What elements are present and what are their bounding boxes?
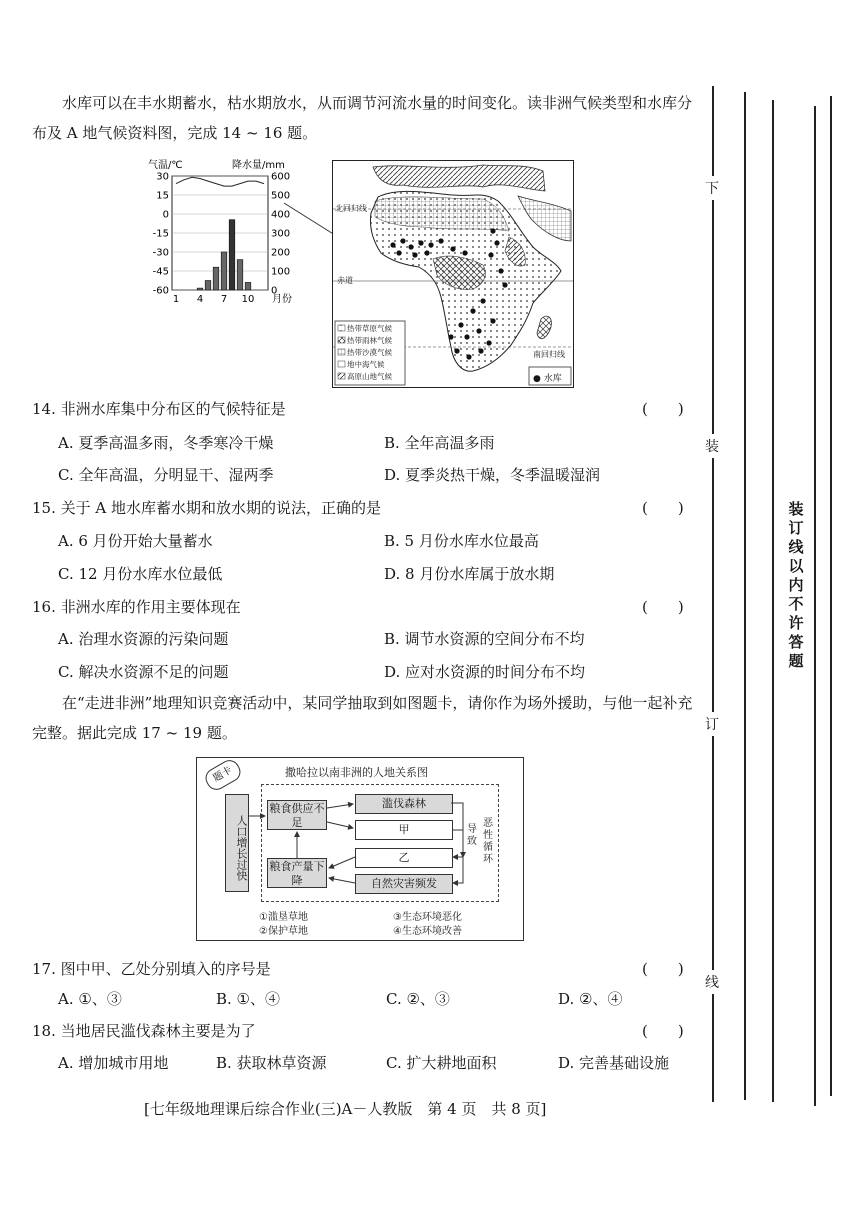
madagascar xyxy=(537,316,551,338)
card-tag: 题卡 xyxy=(202,756,244,793)
population-box: 人口增长过快 xyxy=(225,794,249,892)
asia-outline xyxy=(518,196,571,241)
legend-label: 地中海气候 xyxy=(347,360,385,369)
option-15c[interactable]: C. 12 月份水库水位最低 xyxy=(58,565,223,583)
option-18a[interactable]: A. 增加城市用地 xyxy=(58,1054,169,1072)
option-14d[interactable]: D. 夏季炎热干燥，冬季温暖湿润 xyxy=(384,466,601,484)
option-18c[interactable]: C. 扩大耕地面积 xyxy=(386,1054,497,1072)
flow-card xyxy=(196,757,524,941)
option-16a[interactable]: A. 治理水资源的污染问题 xyxy=(58,630,229,648)
question-17-stem: 17. 图中甲、乙处分别填入的序号是 xyxy=(32,960,271,978)
option-14c[interactable]: C. 全年高温，分明显干、湿两季 xyxy=(58,466,274,484)
option-15b[interactable]: B. 5 月份水库水位最高 xyxy=(384,532,539,550)
temp-tick-label: -15 xyxy=(152,228,169,240)
option-14b[interactable]: B. 全年高温多雨 xyxy=(384,434,495,452)
precip-bar xyxy=(229,220,235,290)
disaster-box: 自然灾害频发 xyxy=(355,874,453,894)
jia-box[interactable]: 甲 xyxy=(355,820,453,840)
temperature-line xyxy=(176,177,264,186)
card-option-1: ①滥垦草地 xyxy=(259,912,308,923)
question-15-stem: 15. 关于 A 地水库蓄水期和放水期的说法，正确的是 xyxy=(32,499,381,517)
month-tick-label: 7 xyxy=(220,294,228,305)
card-option-4: ④生态环境改善 xyxy=(393,926,462,937)
option-16b[interactable]: B. 调节水资源的空间分布不均 xyxy=(384,630,585,648)
temp-tick-label: 30 xyxy=(156,171,169,183)
binding-line-5 xyxy=(830,96,832,1096)
option-15a[interactable]: A. 6 月份开始大量蓄水 xyxy=(58,532,213,550)
binding-line-2 xyxy=(744,92,746,1100)
binding-notice: 装订线以内不许答题 xyxy=(785,500,807,671)
card-title: 撒哈拉以南非洲的人地关系图 xyxy=(285,766,428,779)
intro-paragraph-2: 在“走进非洲”地理知识竞赛活动中，某同学抽取到如图题卡，请你作为场外援助，与他一起补充完整。据此完成 17 ~ 19 题。 xyxy=(32,694,693,742)
answer-paren-18[interactable]: ( ) xyxy=(642,1022,684,1040)
x-tick-group xyxy=(173,294,255,305)
page-footer: [七年级地理课后综合作业(三)A－人教版 第 4 页 共 8 页] xyxy=(144,1100,547,1118)
temp-tick-label: 15 xyxy=(156,190,169,202)
legend-swatch-rainforest xyxy=(338,337,345,343)
month-tick-label: 10 xyxy=(241,294,255,305)
legend-swatch-mediterranean xyxy=(338,361,345,367)
legend-label: 高原山地气候 xyxy=(347,372,392,381)
binding-line-1 xyxy=(712,86,714,1102)
precip-bar xyxy=(221,252,227,290)
precip-bar xyxy=(245,282,251,290)
option-18d[interactable]: D. 完善基础设施 xyxy=(558,1054,670,1072)
flow-arrows xyxy=(197,758,523,940)
precip-tick-label: 0 xyxy=(271,285,278,297)
europe-outline xyxy=(373,165,545,191)
binding-char-ding: 订 xyxy=(705,712,719,736)
temp-axis-label: 气温/℃ xyxy=(148,160,183,171)
africa-map xyxy=(332,160,574,388)
tropic-south-label: 南回归线 xyxy=(533,350,565,359)
binding-line-4 xyxy=(814,106,816,1106)
tropic-north-label: 北回归线 xyxy=(335,204,367,213)
month-tick-label: 1 xyxy=(172,294,180,305)
bar-group xyxy=(197,220,251,290)
answer-paren-15[interactable]: ( ) xyxy=(642,499,684,517)
option-16c[interactable]: C. 解决水资源不足的问题 xyxy=(58,663,229,681)
precip-tick-label: 400 xyxy=(271,209,291,221)
question-14-stem: 14. 非洲水库集中分布区的气候特征是 xyxy=(32,400,286,418)
option-17b[interactable]: B. ①、④ xyxy=(216,990,281,1008)
food-drop-box: 粮食产量下降 xyxy=(267,858,327,888)
reservoir-legend: ● 水库 xyxy=(533,374,562,384)
temp-tick-label: -60 xyxy=(152,285,169,297)
legend-swatch-savanna xyxy=(338,325,345,331)
climate-chart xyxy=(140,156,300,306)
month-label: 月份 xyxy=(272,294,292,305)
option-17c[interactable]: C. ②、③ xyxy=(386,990,450,1008)
lead-to-label: 导致 xyxy=(467,824,477,847)
cycle-label: 恶性循环 xyxy=(483,818,493,865)
answer-paren-17[interactable]: ( ) xyxy=(642,960,684,978)
binding-char-xia: 下 xyxy=(705,176,719,200)
precip-bar xyxy=(205,281,211,291)
precip-tick-label: 600 xyxy=(271,171,291,183)
legend-label: 热带雨林气候 xyxy=(347,336,392,345)
precip-tick-label: 200 xyxy=(271,247,291,259)
option-15d[interactable]: D. 8 月份水库属于放水期 xyxy=(384,565,555,583)
map-legend-labels xyxy=(347,323,392,383)
binding-char-xian: 线 xyxy=(705,970,719,994)
legend-label: 热带草原气候 xyxy=(347,324,392,333)
option-17a[interactable]: A. ①、③ xyxy=(58,990,122,1008)
food-shortage-box: 粮食供应不足 xyxy=(267,800,327,830)
deforest-box: 滥伐森林 xyxy=(355,794,453,814)
card-option-2: ②保护草地 xyxy=(259,926,308,937)
legend-swatch-highland xyxy=(338,373,345,379)
precip-tick-label: 300 xyxy=(271,228,291,240)
legend-swatch-desert xyxy=(338,349,345,355)
answer-paren-16[interactable]: ( ) xyxy=(642,598,684,616)
month-tick-label: 4 xyxy=(196,294,204,305)
option-16d[interactable]: D. 应对水资源的时间分布不均 xyxy=(384,663,586,681)
binding-char-zhuang: 装 xyxy=(705,434,719,458)
precip-bar xyxy=(213,267,219,290)
intro-paragraph: 水库可以在丰水期蓄水，枯水期放水，从而调节河流水量的时间变化。读非洲气候类型和水库分布及 A 地气候资料图，完成 14 ~ 16 题。 xyxy=(32,94,693,142)
equator-label: 赤道 xyxy=(337,276,353,285)
temp-tick-label: 0 xyxy=(162,209,169,221)
answer-paren-14[interactable]: ( ) xyxy=(642,400,684,418)
option-17d[interactable]: D. ②、④ xyxy=(558,990,623,1008)
yi-box[interactable]: 乙 xyxy=(355,848,453,868)
precip-tick-label: 100 xyxy=(271,266,291,278)
option-14a[interactable]: A. 夏季高温多雨，冬季寒冷干燥 xyxy=(58,434,274,452)
binding-line-3 xyxy=(772,100,774,1102)
option-18b[interactable]: B. 获取林草资源 xyxy=(216,1054,327,1072)
question-18-stem: 18. 当地居民滥伐森林主要是为了 xyxy=(32,1022,256,1040)
question-16-stem: 16. 非洲水库的作用主要体现在 xyxy=(32,598,241,616)
legend-label: 热带沙漠气候 xyxy=(347,348,392,357)
temp-tick-label: -45 xyxy=(152,266,169,278)
temp-tick-label: -30 xyxy=(152,247,169,259)
card-option-3: ③生态环境恶化 xyxy=(393,912,462,923)
precip-axis-label: 降水量/mm xyxy=(232,160,285,171)
precip-bar xyxy=(237,260,243,290)
precip-tick-label: 500 xyxy=(271,190,291,202)
precip-bar xyxy=(197,288,203,290)
